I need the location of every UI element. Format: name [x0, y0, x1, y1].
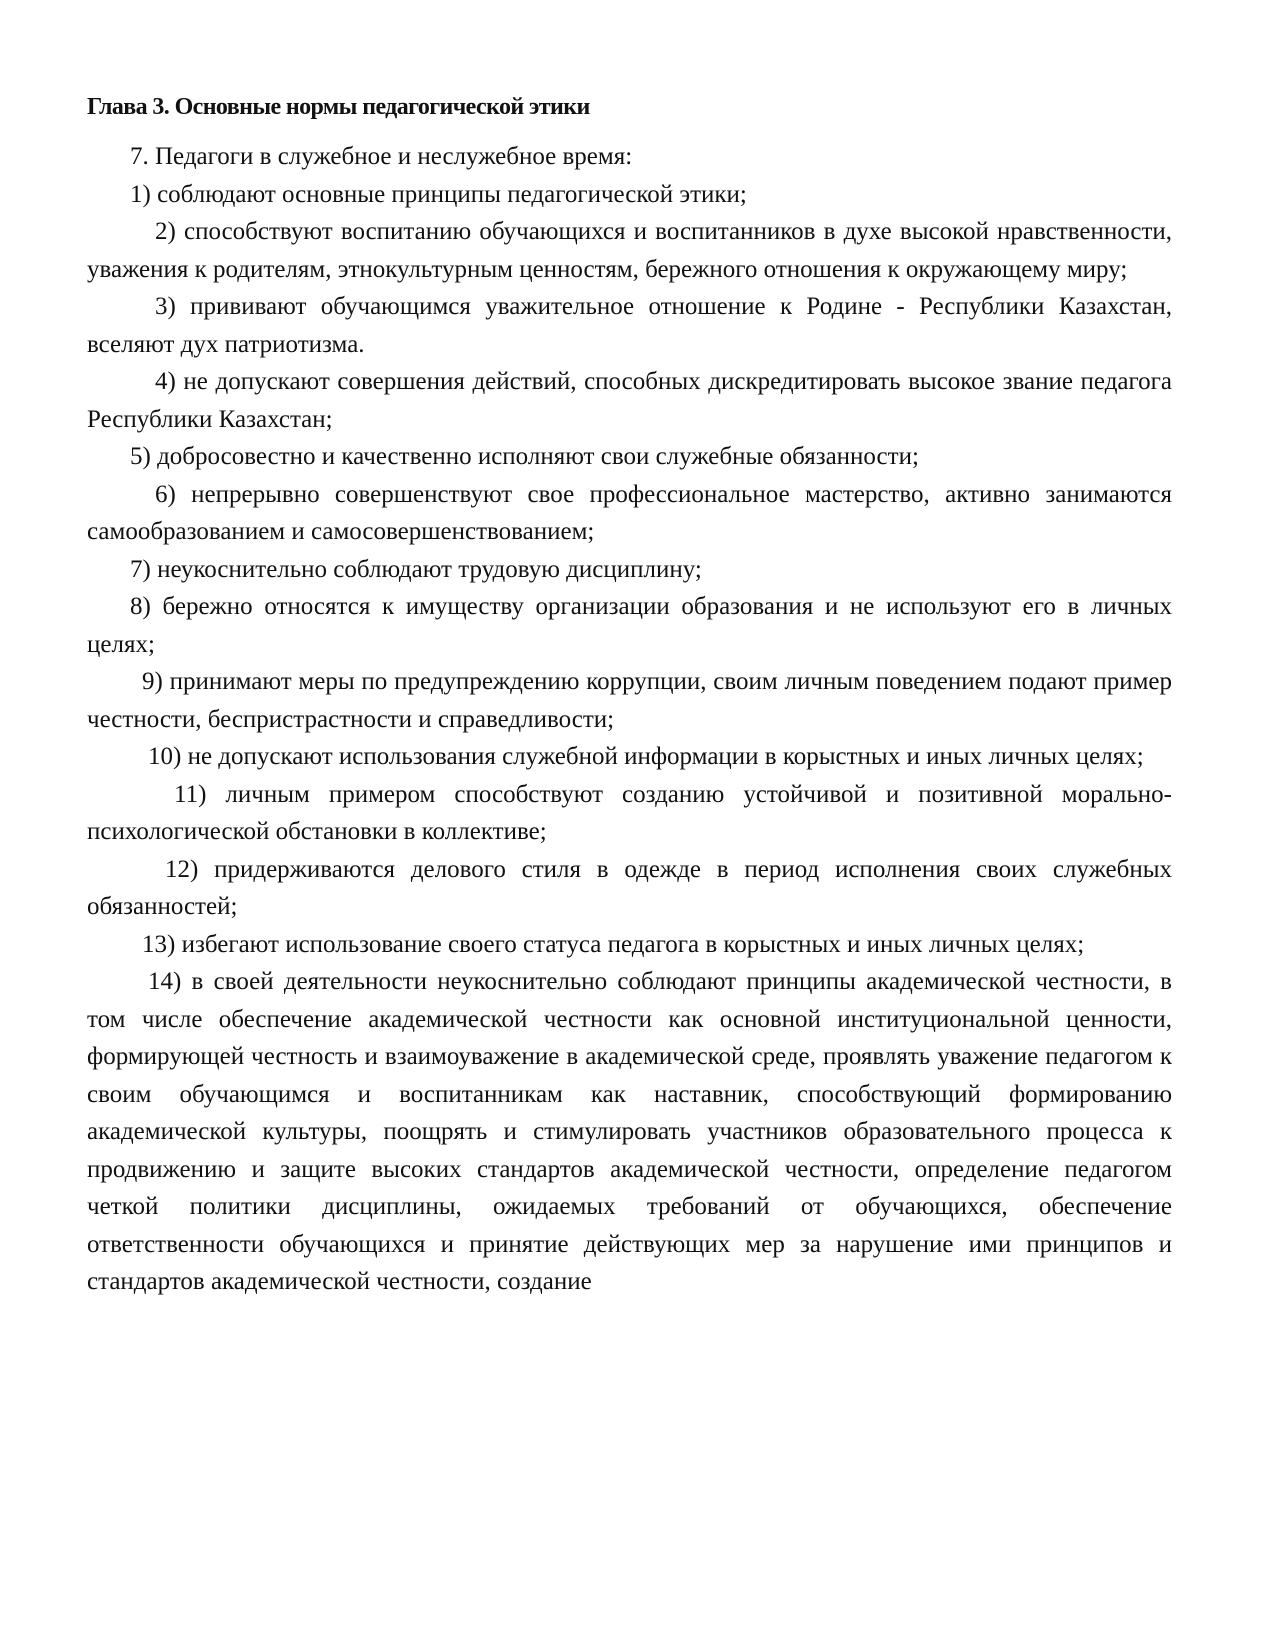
paragraph-intro: 7. Педагоги в служебное и неслужебное время:	[130, 143, 633, 170]
list-item-2: 2) способствуют воспитанию обучающихся и воспитанников в духе высокой нравственности, уважения к родителям, этнокультурным ценностям, бережного отношения к окружающему миру;	[87, 218, 1172, 283]
list-item-9: 9) принимают меры по предупреждению коррупции, своим личным поведением подают пример честности, беспристрастности и справедливости;	[87, 668, 1172, 733]
list-item-10: 10) не допускают использования служебной информации в корыстных и иных личных целях;	[148, 743, 1144, 770]
list-item-13: 13) избегают использование своего статуса педагога в корыстных и иных личных целях;	[142, 930, 1085, 958]
document-body	[87, 88, 1172, 1301]
list-item-14: 14) в своей деятельности неукоснительно соблюдают принципы академической честности, в том числе обеспечение академической честности как основной институциональной ценности, формирующей честность и взаимоуважение в академической среде, проявлять уважение педагогом к своим обучающимся и воспитанникам как наставник, способствующий формированию академической культуры, поощрять и стимулировать участников образовательного процесса к продвижению и защите высоких стандартов академической честности, определение педагогом четкой политики дисциплины, ожидаемых требований от обучающихся, обеспечение ответственности обучающихся и принятие действующих мер за нарушение ими принципов и стандартов академической честности, создание	[87, 968, 1172, 1295]
list-item-6: 6) непрерывно совершенствуют свое профессиональное мастерство, активно занимаются самообразованием и самосовершенствованием;	[87, 480, 1172, 545]
list-item-8: 8) бережно относятся к имуществу организации образования и не используют его в личных целях;	[87, 593, 1172, 658]
list-item-7: 7) неукоснительно соблюдают трудовую дисциплину;	[130, 555, 702, 583]
list-item-3: 3) прививают обучающимся уважительное отношение к Родине - Республики Казахстан, вселяют дух патриотизма.	[87, 293, 1172, 358]
list-item-11: 11) личным примером способствуют созданию устойчивой и позитивной морально-психологической обстановки в коллективе;	[87, 780, 1172, 845]
list-item-5: 5) добросовестно и качественно исполняют свои служебные обязанности;	[130, 443, 919, 470]
list-item-4: 4) не допускают совершения действий, способных дискредитировать высокое звание педагога Республики Казахстан;	[87, 368, 1172, 433]
list-item-12: 12) придерживаются делового стиля в одежде в период исполнения своих служебных обязанностей;	[87, 855, 1172, 920]
chapter-title: Глава 3. Основные нормы педагогической этики	[87, 94, 590, 120]
list-item-1: 1) соблюдают основные принципы педагогической этики;	[130, 180, 747, 208]
